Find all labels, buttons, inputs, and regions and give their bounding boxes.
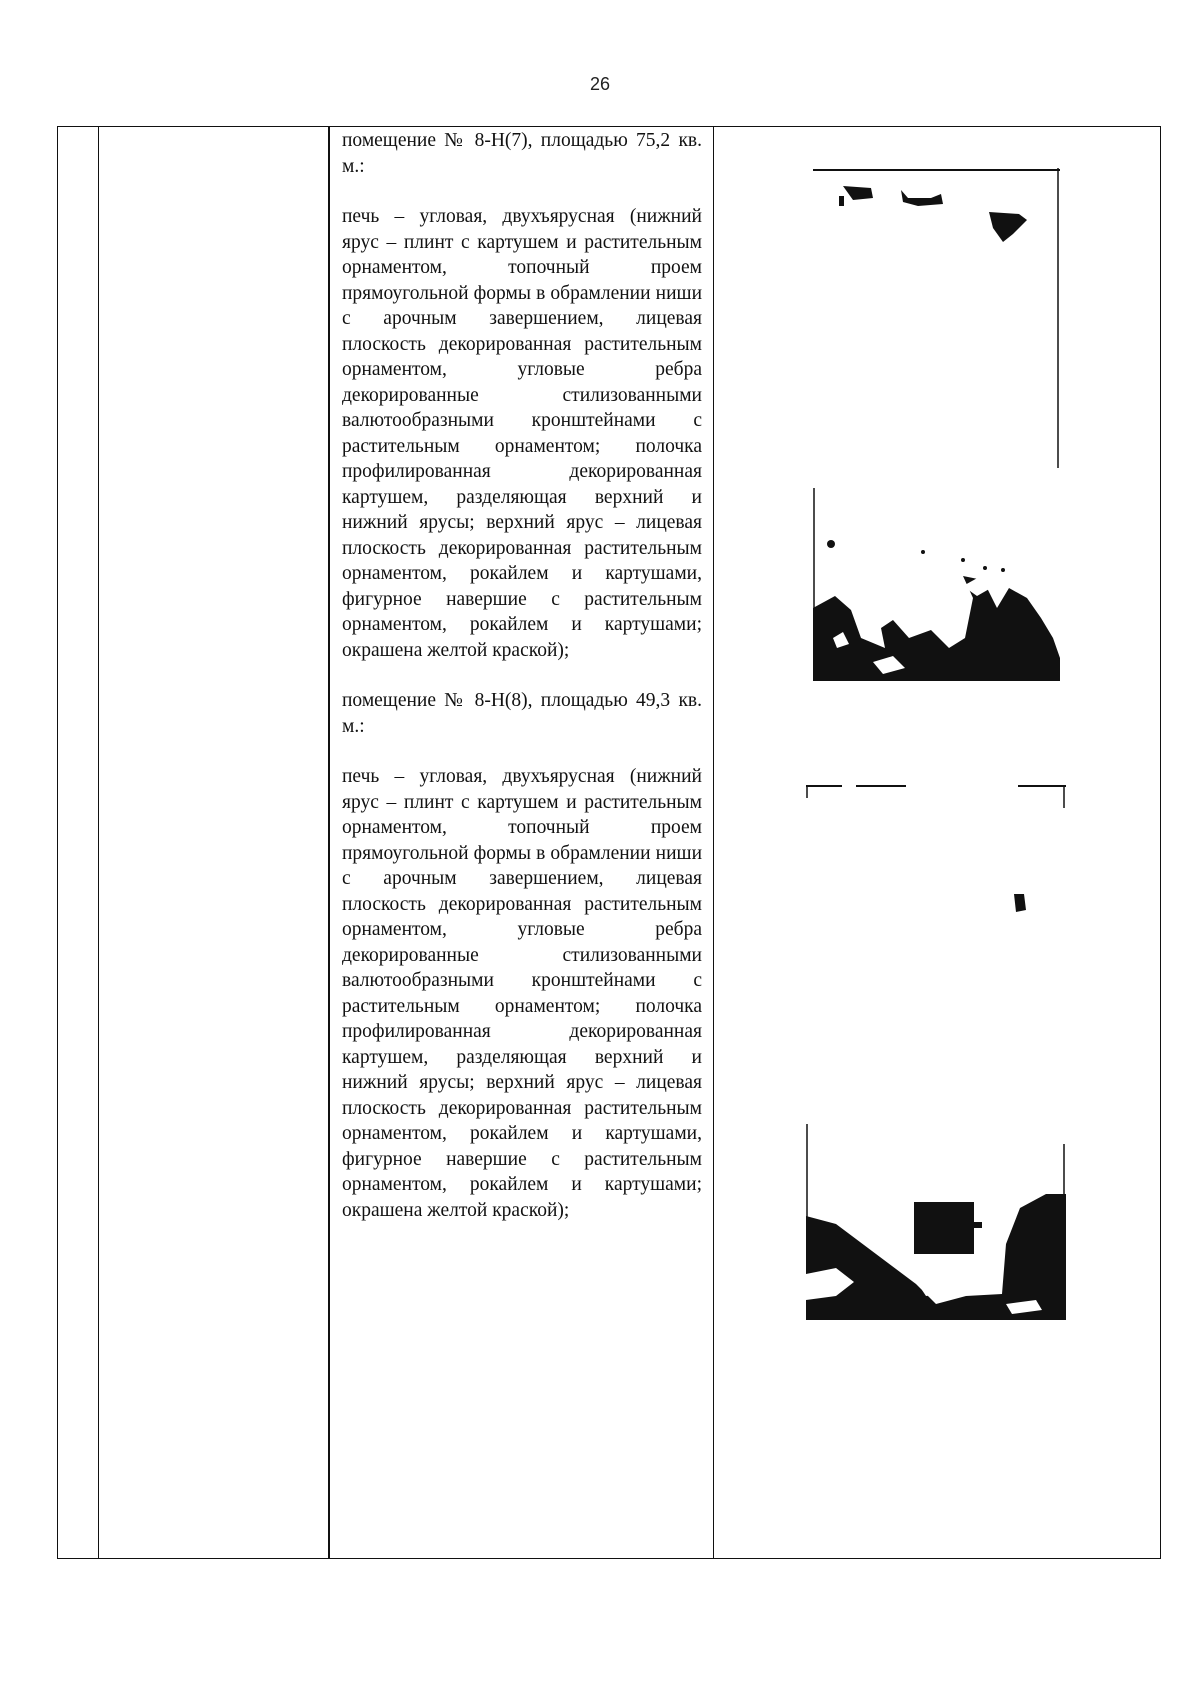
stove-description-2: печь – угловая, двухъярусная (нижний ярус – плинт с картушем и растительным орнаментом, топочный проем прямоугольной формы в обрамлении ниши с арочным завершением, лицевая плоскость декорированная растительным орнаментом, угловые ребра декорированные стилизованными валютообразными кронштейнами с растительным орнаментом; полочка профилированная декорированная картушем, разделяющая верхний и нижний ярусы; верхний ярус – лицевая плоскость декорированная растительным орнаментом, рокайлем и картушами, фигурное навершие с растительным орнаментом, рокайлем и картушами; окрашена желтой краской); bbox=[342, 766, 702, 1221]
column-divider-1 bbox=[98, 127, 99, 1558]
stove-photo-1 bbox=[813, 168, 1060, 681]
room-heading-1: помещение № 8-Н(7), площадью 75,2 кв. м.: bbox=[342, 130, 702, 177]
description-cell bbox=[342, 128, 702, 1248]
stove-photo-1-image bbox=[813, 168, 1060, 681]
page-number: 26 bbox=[589, 74, 611, 94]
room-heading-2: помещение № 8-Н(8), площадью 49,3 кв. м.: bbox=[342, 690, 702, 737]
stove-photo-2-image bbox=[806, 784, 1066, 1320]
column-divider-2 bbox=[328, 127, 330, 1558]
stove-photo-2 bbox=[806, 784, 1066, 1320]
column-divider-3 bbox=[713, 127, 714, 1558]
stove-description-1: печь – угловая, двухъярусная (нижний ярус – плинт с картушем и растительным орнаментом, топочный проем прямоугольной формы в обрамлении ниши с арочным завершением, лицевая плоскость декорированная растительным орнаментом, угловые ребра декорированные стилизованными валютообразными кронштейнами с растительным орнаментом; полочка профилированная декорированная картушем, разделяющая верхний и нижний ярусы; верхний ярус – лицевая плоскость декорированная растительным орнаментом, рокайлем и картушами, фигурное навершие с растительным орнаментом, рокайлем и картушами; окрашена желтой краской); bbox=[342, 206, 702, 661]
